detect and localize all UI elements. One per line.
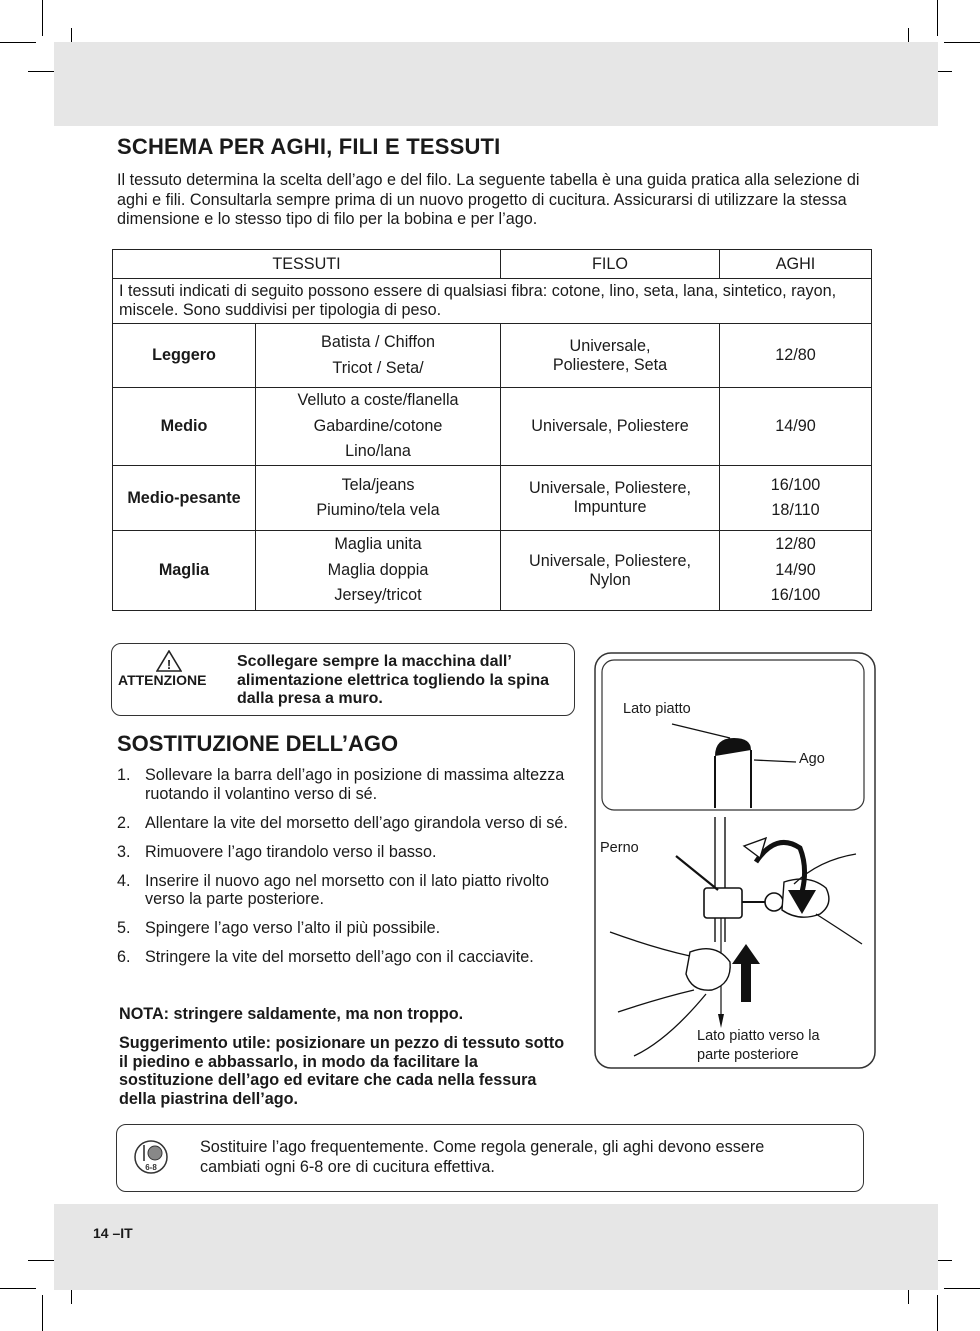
row-needles — [720, 388, 872, 466]
fabric-item: Maglia doppia — [327, 560, 429, 579]
table-row — [113, 466, 872, 531]
fabric-item: Velluto a coste/flanella — [297, 391, 459, 410]
needle-size: 12/80 — [775, 345, 816, 364]
label-lato-piatto-posteriore: Lato piatto verso la parte posteriore — [697, 1028, 820, 1063]
row-category: Medio — [113, 388, 256, 466]
row-needles — [720, 324, 872, 388]
table-header-row — [113, 250, 872, 279]
footer-band — [54, 1204, 938, 1290]
label-lato-piatto: Lato piatto — [623, 701, 691, 717]
row-fabrics — [256, 388, 501, 466]
list-item: 6. Stringere la vite del morsetto dell’ago con il cacciavite. — [117, 948, 534, 966]
needle-size: 18/110 — [771, 501, 820, 519]
crop-mark — [937, 0, 938, 36]
table-subheader: I tessuti indicati di seguito possono essere di qualsiasi fibra: cotone, lino, seta, lana, sintetico, rayon, miscele. Sono suddivisi per tipologia di peso. — [113, 279, 872, 324]
row-thread: Universale, Poliestere, Nylon — [501, 531, 720, 611]
label-perno: Perno — [600, 840, 639, 856]
row-category: Medio-pesante — [113, 466, 256, 531]
needle-size: 12/80 — [775, 535, 816, 554]
list-item: 2. Allentare la vite del morsetto dell’ago girandola verso di sé. — [117, 813, 568, 832]
table-subheader-row — [113, 279, 872, 324]
row-fabrics — [256, 324, 501, 388]
list-item: 4. Inserire il nuovo ago nel morsetto con il lato piatto rivolto verso la parte posteriore. — [117, 871, 549, 908]
list-item: 1. Sollevare la barra dell’ago in posizione di massima altezza ruotando il volantino verso di sé. — [117, 766, 565, 803]
row-thread: Universale, Poliestere — [501, 388, 720, 466]
fabric-item: Maglia unita — [334, 535, 422, 554]
label-ago: Ago — [799, 751, 825, 767]
header-filo: FILO — [501, 250, 720, 279]
row-needles — [720, 531, 872, 611]
info-text: Sostituire l’ago frequentemente. Come regola generale, gli aghi devono essere cambiati ogni 6-8 ore di cucitura effettiva. — [200, 1138, 765, 1176]
table-row — [113, 388, 872, 466]
crop-mark — [944, 42, 980, 43]
table-row — [113, 324, 872, 388]
needle-figure — [594, 652, 876, 1070]
needle-clock-icon — [133, 1139, 169, 1175]
needle-thread-table — [112, 249, 872, 611]
fabric-item: Batista / Chiffon — [321, 333, 435, 351]
warning-text: Scollegare sempre la macchina dall’ alimentazione elettrica togliendo la spina dalla presa a muro. — [237, 653, 550, 707]
tip-text: Suggerimento utile: posizionare un pezzo di tessuto sotto il piedino e abbassarlo, in modo da facilitare la sostituzione dell’ago ed evitare che cada nella fessura della piastrina dell’ago. — [119, 1034, 565, 1108]
section-title: SOSTITUZIONE DELL’AGO — [117, 731, 399, 756]
row-fabrics — [256, 531, 501, 611]
needle-size: 14/90 — [775, 416, 816, 435]
svg-text:!: ! — [166, 657, 172, 672]
warning-triangle-icon — [156, 650, 182, 672]
crop-mark — [937, 1295, 938, 1331]
fabric-item: Tela/jeans — [341, 475, 415, 494]
crop-mark — [0, 42, 36, 43]
needle-size: 16/100 — [770, 475, 821, 494]
header-aghi: AGHI — [720, 250, 872, 279]
fabric-item: Piumino/tela vela — [316, 501, 440, 519]
row-category: Maglia — [113, 531, 256, 611]
needle-size: 14/90 — [775, 560, 816, 579]
warning-label: ATTENZIONE — [118, 672, 207, 688]
warning-box — [111, 643, 575, 716]
page-title: SCHEMA PER AGHI, FILI E TESSUTI — [117, 134, 501, 159]
crop-mark — [0, 1288, 36, 1289]
fabric-item: Tricot / Seta/ — [332, 358, 424, 377]
header-tessuti: TESSUTI — [113, 250, 501, 279]
info-box — [116, 1124, 864, 1192]
fabric-item: Jersey/tricot — [334, 586, 422, 605]
list-item: 5. Spingere l’ago verso l’alto il più possibile. — [117, 919, 441, 937]
row-thread: Universale, Poliestere, Seta — [501, 324, 720, 388]
list-item: 3. Rimuovere l’ago tirandolo verso il basso. — [117, 842, 437, 861]
page-number: 14 –IT — [93, 1225, 133, 1241]
row-category: Leggero — [113, 324, 256, 388]
svg-text:6-8: 6-8 — [145, 1163, 157, 1172]
note-text: NOTA: stringere saldamente, ma non troppo. — [119, 1005, 464, 1023]
crop-mark — [42, 0, 43, 36]
replacement-steps — [117, 766, 587, 977]
row-needles — [720, 466, 872, 531]
table-row — [113, 531, 872, 611]
fabric-item: Gabardine/cotone — [313, 416, 443, 435]
intro-paragraph: Il tessuto determina la scelta dell’ago e del filo. La seguente tabella è una guida pratica alla selezione di aghi e fili. Consultarla sempre prima di un nuovo progetto di cucitura. Assicurarsi di utilizzare la stessa dimensione e lo stesso tipo di filo per la bobina e per l’ago. — [117, 171, 860, 228]
crop-mark — [42, 1295, 43, 1331]
header-band — [54, 42, 938, 126]
row-fabrics — [256, 466, 501, 531]
crop-mark — [944, 1288, 980, 1289]
fabric-item: Lino/lana — [345, 442, 411, 461]
needle-size: 16/100 — [770, 586, 821, 605]
row-thread: Universale, Poliestere, Impunture — [501, 466, 720, 531]
